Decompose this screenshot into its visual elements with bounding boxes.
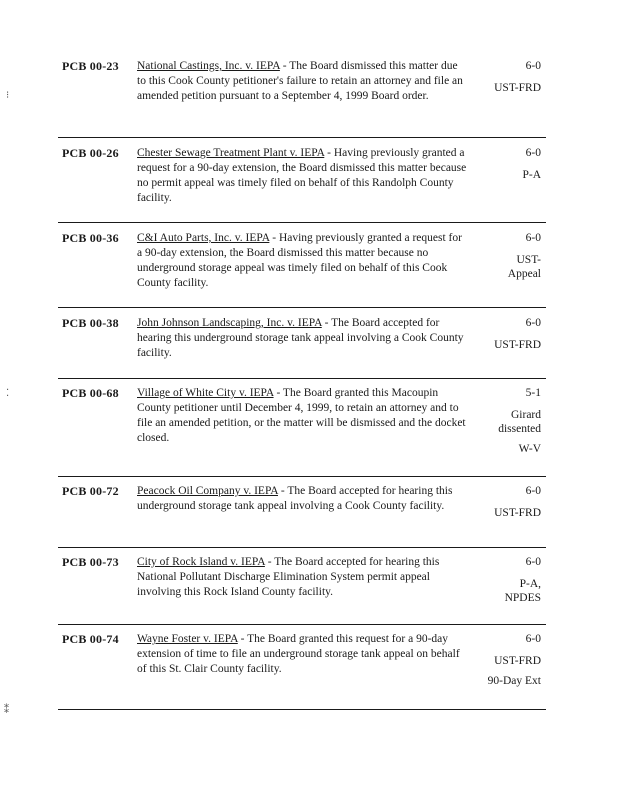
case-description: [137, 59, 467, 104]
case-category: UST-FRD: [494, 507, 541, 519]
case-number: PCB 00-72: [62, 484, 119, 498]
case-title: Peacock Oil Company v. IEPA: [137, 485, 278, 497]
case-title: City of Rock Island v. IEPA: [137, 556, 265, 568]
separator-line: [58, 709, 546, 710]
case-description: [137, 555, 467, 600]
case-number: PCB 00-26: [62, 146, 119, 160]
case-title: C&I Auto Parts, Inc. v. IEPA: [137, 232, 270, 244]
separator-line: [58, 307, 546, 308]
case-title: Chester Sewage Treatment Plant v. IEPA: [137, 147, 325, 159]
vote-column: [471, 231, 541, 287]
case-title: Village of White City v. IEPA: [137, 387, 274, 399]
case-text: - The Board dismissed this matter due to this Cook County petitioner's failure to retain an attorney and file an amended petition pursuant to a September 4, 1999 Board order.: [137, 60, 463, 102]
case-description: [137, 632, 467, 677]
vote-column: [471, 146, 541, 188]
case-text: - The Board accepted for hearing this underground storage tank appeal involving a Cook County facility.: [137, 317, 464, 359]
vote-column: [471, 386, 541, 462]
case-number: PCB 00-73: [62, 555, 119, 569]
case-description: [137, 231, 467, 291]
vote-count: 6-0: [525, 147, 541, 159]
separator-line: [58, 476, 546, 477]
scan-artifact: ⁚: [6, 388, 10, 399]
case-number: PCB 00-38: [62, 316, 119, 330]
vote-column: [471, 59, 541, 101]
case-category: UST-Appeal: [507, 254, 541, 280]
case-title: Wayne Foster v. IEPA: [137, 633, 238, 645]
case-text: - The Board accepted for hearing this underground storage tank appeal involving a Cook County facility.: [137, 485, 453, 512]
separator-line: [58, 547, 546, 548]
case-description: [137, 484, 467, 514]
dissent-note: Girard dissented: [498, 409, 541, 435]
case-text: - The Board granted this Macoupin County petitioner until December 4, 1999, to retain an attorney and to file an amended petition, or the matter will be dismissed and the docket closed.: [137, 387, 466, 444]
separator-line: [58, 378, 546, 379]
case-category: P-A: [522, 169, 541, 181]
case-description: [137, 386, 467, 446]
case-category: UST-FRD: [494, 82, 541, 94]
vote-count: 6-0: [525, 633, 541, 645]
case-category: P-A, NPDES: [504, 578, 541, 604]
vote-column: [471, 316, 541, 358]
case-title: National Castings, Inc. v. IEPA: [137, 60, 280, 72]
case-text: - Having previously granted a request for a 90-day extension, the Board dismissed this matter because no permit appeal was timely filed on behalf of this Randolph County facility.: [137, 147, 467, 204]
case-number: PCB 00-36: [62, 231, 119, 245]
vote-count: 6-0: [525, 556, 541, 568]
case-category: UST-FRD: [494, 655, 541, 667]
case-text: - The Board accepted for hearing this National Pollutant Discharge Elimination System permit appeal involving this Rock Island County facility.: [137, 556, 440, 598]
scan-artifact: ⁝: [6, 90, 10, 101]
case-category: W-V: [518, 443, 541, 455]
case-text: - The Board granted this request for a 90-day extension of time to file an underground storage tank appeal on behalf of this St. Clair County facility.: [137, 633, 460, 675]
case-number: PCB 00-23: [62, 59, 119, 73]
vote-count: 6-0: [525, 60, 541, 72]
case-category: UST-FRD: [494, 339, 541, 351]
case-description: [137, 316, 467, 361]
vote-column: [471, 484, 541, 526]
vote-count: 6-0: [525, 317, 541, 329]
vote-column: [471, 632, 541, 694]
vote-column: [471, 555, 541, 611]
extension-note: 90-Day Ext: [487, 675, 541, 687]
vote-count: 6-0: [525, 485, 541, 497]
case-title: John Johnson Landscaping, Inc. v. IEPA: [137, 317, 322, 329]
case-text: - Having previously granted a request for a 90-day extension, the Board dismissed this matter because no underground storage appeal was timely filed on behalf of this Cook County facility.: [137, 232, 462, 289]
separator-line: [58, 222, 546, 223]
separator-line: [58, 137, 546, 138]
case-number: PCB 00-68: [62, 386, 119, 400]
scan-artifact: ⁑: [4, 705, 9, 716]
case-number: PCB 00-74: [62, 632, 119, 646]
separator-line: [58, 624, 546, 625]
vote-count: 6-0: [525, 232, 541, 244]
case-description: [137, 146, 467, 206]
vote-count: 5-1: [525, 387, 541, 399]
